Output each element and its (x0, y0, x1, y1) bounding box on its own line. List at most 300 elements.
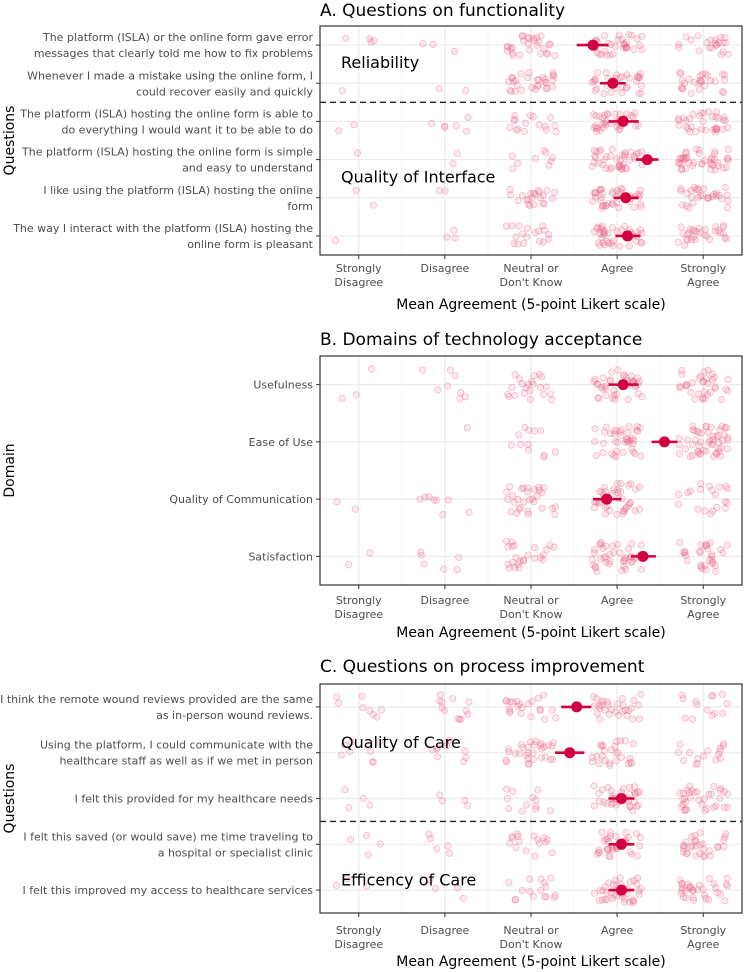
response-point (589, 759, 595, 765)
response-point (517, 441, 523, 447)
response-point (725, 125, 731, 131)
response-point (615, 750, 621, 756)
response-point (709, 155, 715, 161)
response-point (543, 149, 549, 155)
response-point (688, 90, 694, 96)
response-point (511, 118, 517, 124)
response-point (699, 566, 705, 572)
response-point (434, 846, 440, 852)
response-point (456, 554, 462, 560)
response-point (631, 204, 637, 210)
response-point (607, 853, 613, 859)
response-point (367, 802, 373, 808)
response-point (599, 897, 605, 903)
response-point (698, 481, 704, 487)
response-point (717, 484, 723, 490)
response-point (634, 36, 640, 42)
response-point (609, 369, 615, 375)
response-point (451, 227, 457, 233)
response-point (442, 123, 448, 129)
response-point (624, 72, 630, 78)
response-point (599, 223, 605, 229)
response-point (634, 427, 640, 433)
response-point (534, 77, 540, 83)
y-tick-label: online form is pleasant (187, 237, 313, 251)
response-point (723, 831, 729, 837)
response-point (620, 449, 626, 455)
response-point (723, 236, 729, 242)
response-point (612, 43, 618, 49)
response-point (622, 707, 628, 713)
response-point (342, 787, 348, 793)
response-point (353, 187, 359, 193)
response-point (453, 123, 459, 129)
response-point (609, 146, 615, 152)
response-point (526, 47, 532, 53)
response-point (597, 541, 603, 547)
response-point (724, 205, 730, 211)
response-point (541, 452, 547, 458)
response-point (704, 707, 710, 713)
response-point (610, 395, 616, 401)
response-point (592, 376, 598, 382)
response-point (547, 808, 553, 814)
response-point (716, 192, 722, 198)
response-point (725, 51, 731, 57)
response-point (630, 449, 636, 455)
response-point (677, 539, 683, 545)
response-point (505, 806, 511, 812)
response-point (520, 745, 526, 751)
y-tick-label: I felt this provided for my healthcare needs (74, 792, 313, 806)
response-point (518, 71, 524, 77)
response-point (343, 35, 349, 41)
y-tick-label: The platform (ISLA) hosting the online form is able to (20, 107, 313, 121)
response-point (513, 234, 519, 240)
response-point (537, 195, 543, 201)
response-point (722, 898, 728, 904)
response-point (686, 76, 692, 82)
response-point (702, 395, 708, 401)
response-point (682, 715, 688, 721)
response-point (537, 554, 543, 560)
response-point (703, 423, 709, 429)
response-point (676, 450, 682, 456)
response-point (509, 223, 515, 229)
response-point (506, 879, 512, 885)
response-point (601, 440, 607, 446)
response-point (346, 804, 352, 810)
x-tick-label: Agree (687, 608, 720, 621)
response-point (611, 431, 617, 437)
response-point (629, 716, 635, 722)
response-point (684, 850, 690, 856)
response-point (679, 77, 685, 83)
response-point (675, 115, 681, 121)
response-point (516, 838, 522, 844)
response-point (722, 40, 728, 46)
response-point (601, 429, 607, 435)
response-point (612, 438, 618, 444)
y-axis-title: Domain (2, 443, 18, 498)
x-tick-label: Agree (600, 924, 634, 937)
response-point (552, 511, 558, 517)
response-point (552, 52, 558, 58)
response-point (506, 393, 512, 399)
response-point (708, 511, 714, 517)
response-point (529, 378, 535, 384)
response-point (339, 88, 345, 94)
response-point (532, 806, 538, 812)
response-point (697, 549, 703, 555)
response-point (675, 749, 681, 755)
response-point (723, 386, 729, 392)
response-point (720, 741, 726, 747)
response-point (538, 427, 544, 433)
response-point (428, 120, 434, 126)
panel-title: B. Domains of technology acceptance (320, 330, 643, 350)
response-point (333, 882, 339, 888)
y-tick-label: messages that clearly told me how to fix problems (33, 47, 313, 61)
response-point (715, 432, 721, 438)
response-point (516, 223, 522, 229)
response-point (638, 453, 644, 459)
response-point (684, 437, 690, 443)
response-point (689, 380, 695, 386)
response-point (507, 484, 513, 490)
response-point (508, 442, 514, 448)
response-point (595, 395, 601, 401)
response-point (515, 241, 521, 247)
response-point (637, 834, 643, 840)
x-tick-label: Strongly (680, 924, 727, 937)
response-point (523, 848, 529, 854)
response-point (697, 830, 703, 836)
mean-point (618, 116, 629, 127)
x-axis-title: Mean Agreement (5-point Likert scale) (396, 625, 666, 641)
response-point (506, 565, 512, 571)
response-point (633, 238, 639, 244)
response-point (720, 710, 726, 716)
x-tick-label: Neutral or (503, 262, 559, 275)
response-point (510, 165, 516, 171)
response-point (536, 238, 542, 244)
response-point (706, 45, 712, 51)
y-tick-label: a hospital or specialist clinic (157, 846, 313, 860)
response-point (348, 837, 354, 843)
response-point (549, 195, 555, 201)
x-tick-label: Agree (600, 594, 634, 607)
response-point (689, 452, 695, 458)
response-point (601, 799, 607, 805)
response-point (360, 795, 366, 801)
response-point (353, 392, 359, 398)
response-point (607, 377, 613, 383)
response-point (439, 798, 445, 804)
response-point (520, 485, 526, 491)
response-point (370, 759, 376, 765)
response-point (517, 52, 523, 58)
response-point (465, 711, 471, 717)
response-point (682, 446, 688, 452)
response-point (335, 700, 341, 706)
response-point (712, 228, 718, 234)
response-point (509, 153, 515, 159)
y-tick-label: Satisfaction (248, 550, 313, 564)
response-point (610, 188, 616, 194)
response-point (683, 118, 689, 124)
response-point (678, 890, 684, 896)
response-point (724, 701, 730, 707)
response-point (457, 716, 463, 722)
response-point (544, 546, 550, 552)
y-tick-label: form (287, 199, 313, 213)
mean-point (588, 40, 599, 51)
response-point (683, 381, 689, 387)
response-point (687, 783, 693, 789)
response-point (712, 78, 718, 84)
response-point (550, 84, 556, 90)
response-point (636, 716, 642, 722)
response-point (512, 897, 518, 903)
response-point (451, 48, 457, 54)
response-point (533, 35, 539, 41)
response-point (613, 833, 619, 839)
x-tick-label: Agree (687, 938, 720, 951)
response-point (503, 786, 509, 792)
response-point (722, 184, 728, 190)
response-point (601, 33, 607, 39)
response-point (719, 88, 725, 94)
response-point (724, 883, 730, 889)
y-tick-label: healthcare staff as well as if we met in person (59, 754, 313, 768)
x-tick-label: Strongly (680, 594, 727, 607)
response-point (638, 691, 644, 697)
response-point (446, 850, 452, 856)
response-point (717, 795, 723, 801)
response-point (592, 76, 598, 82)
response-point (464, 425, 470, 431)
response-point (692, 396, 698, 402)
response-point (463, 87, 469, 93)
response-point (536, 840, 542, 846)
response-point (707, 236, 713, 242)
x-axis-title: Mean Agreement (5-point Likert scale) (396, 954, 666, 970)
response-point (549, 707, 555, 713)
response-point (594, 710, 600, 716)
group-label: Quality of Interface (341, 167, 496, 187)
response-point (712, 492, 718, 498)
response-point (597, 716, 603, 722)
response-point (614, 156, 620, 162)
response-point (675, 501, 681, 507)
response-point (509, 75, 515, 81)
response-point (539, 505, 545, 511)
mean-point (607, 78, 618, 89)
response-point (625, 482, 631, 488)
response-point (591, 890, 597, 896)
response-point (705, 897, 711, 903)
response-point (450, 161, 456, 167)
response-point (626, 424, 632, 430)
response-point (684, 190, 690, 196)
response-point (606, 760, 612, 766)
response-point (544, 85, 550, 91)
response-point (521, 128, 527, 134)
response-point (601, 90, 607, 96)
response-point (622, 152, 628, 158)
y-tick-label: I think the remote wound reviews provided are the same (0, 692, 313, 706)
response-point (552, 449, 558, 455)
response-point (596, 761, 602, 767)
response-point (606, 240, 612, 246)
mean-point (622, 230, 633, 241)
response-point (705, 546, 711, 552)
response-point (592, 438, 598, 444)
response-point (600, 698, 606, 704)
response-point (616, 205, 622, 211)
response-point (617, 74, 623, 80)
response-point (523, 234, 529, 240)
response-point (719, 71, 725, 77)
response-point (519, 705, 525, 711)
response-point (518, 710, 524, 716)
response-point (704, 748, 710, 754)
response-point (695, 194, 701, 200)
response-point (638, 885, 644, 891)
response-point (522, 424, 528, 430)
response-point (617, 875, 623, 881)
response-point (504, 795, 510, 801)
response-point (454, 566, 460, 572)
response-point (617, 550, 623, 556)
x-tick-label: Disagree (420, 924, 470, 937)
x-tick-label: Disagree (334, 608, 384, 621)
response-point (462, 748, 468, 754)
response-point (596, 847, 602, 853)
response-point (457, 396, 463, 402)
response-point (635, 122, 641, 128)
mean-point (571, 701, 582, 712)
response-point (617, 429, 623, 435)
response-point (436, 187, 442, 193)
mean-point (616, 885, 627, 896)
response-point (622, 738, 628, 744)
x-tick-label: Strongly (335, 262, 382, 275)
response-point (687, 883, 693, 889)
response-point (725, 198, 731, 204)
response-point (709, 553, 715, 559)
response-point (623, 436, 629, 442)
y-tick-label: do everything I would want it to be able to do (61, 123, 313, 137)
response-point (603, 154, 609, 160)
response-point (590, 693, 596, 699)
response-point (724, 542, 730, 548)
response-point (552, 122, 558, 128)
response-point (527, 497, 533, 503)
response-point (531, 372, 537, 378)
response-point (597, 187, 603, 193)
x-tick-label: Strongly (335, 924, 382, 937)
response-point (538, 887, 544, 893)
response-point (524, 225, 530, 231)
response-point (520, 557, 526, 563)
response-point (707, 853, 713, 859)
response-point (605, 880, 611, 886)
response-point (545, 742, 551, 748)
y-tick-label: Usefulness (253, 378, 313, 392)
response-point (596, 51, 602, 57)
response-point (600, 743, 606, 749)
response-point (503, 759, 509, 765)
response-point (634, 875, 640, 881)
response-point (602, 112, 608, 118)
response-point (679, 85, 685, 91)
response-point (615, 37, 621, 43)
response-point (627, 500, 633, 506)
response-point (553, 715, 559, 721)
response-point (532, 155, 538, 161)
response-point (719, 691, 725, 697)
y-tick-label: could recover easily and quickly (136, 85, 313, 99)
x-tick-label: Neutral or (503, 594, 559, 607)
response-point (590, 562, 596, 568)
response-point (593, 125, 599, 131)
response-point (702, 388, 708, 394)
response-point (695, 33, 701, 39)
response-point (675, 491, 681, 497)
response-point (549, 397, 555, 403)
response-point (627, 849, 633, 855)
response-point (434, 754, 440, 760)
response-point (441, 566, 447, 572)
response-point (594, 70, 600, 76)
response-point (694, 760, 700, 766)
response-point (702, 226, 708, 232)
response-point (703, 376, 709, 382)
response-point (418, 549, 424, 555)
x-tick-label: Agree (600, 262, 634, 275)
mean-point (564, 747, 575, 758)
response-point (508, 88, 514, 94)
response-point (537, 384, 543, 390)
response-point (695, 449, 701, 455)
response-point (527, 113, 533, 119)
response-point (675, 159, 681, 165)
response-point (632, 486, 638, 492)
response-point (514, 160, 520, 166)
response-point (725, 437, 731, 443)
response-point (589, 556, 595, 562)
response-point (525, 552, 531, 558)
response-point (532, 229, 538, 235)
response-point (548, 875, 554, 881)
response-point (701, 185, 707, 191)
response-point (510, 788, 516, 794)
response-point (694, 789, 700, 795)
x-tick-label: Neutral or (503, 924, 559, 937)
response-point (538, 746, 544, 752)
response-point (630, 741, 636, 747)
response-point (696, 225, 702, 231)
response-point (536, 122, 542, 128)
response-point (351, 122, 357, 128)
mean-point (659, 436, 670, 447)
response-point (631, 110, 637, 116)
response-point (623, 166, 629, 172)
response-point (702, 508, 708, 514)
response-point (543, 894, 549, 900)
